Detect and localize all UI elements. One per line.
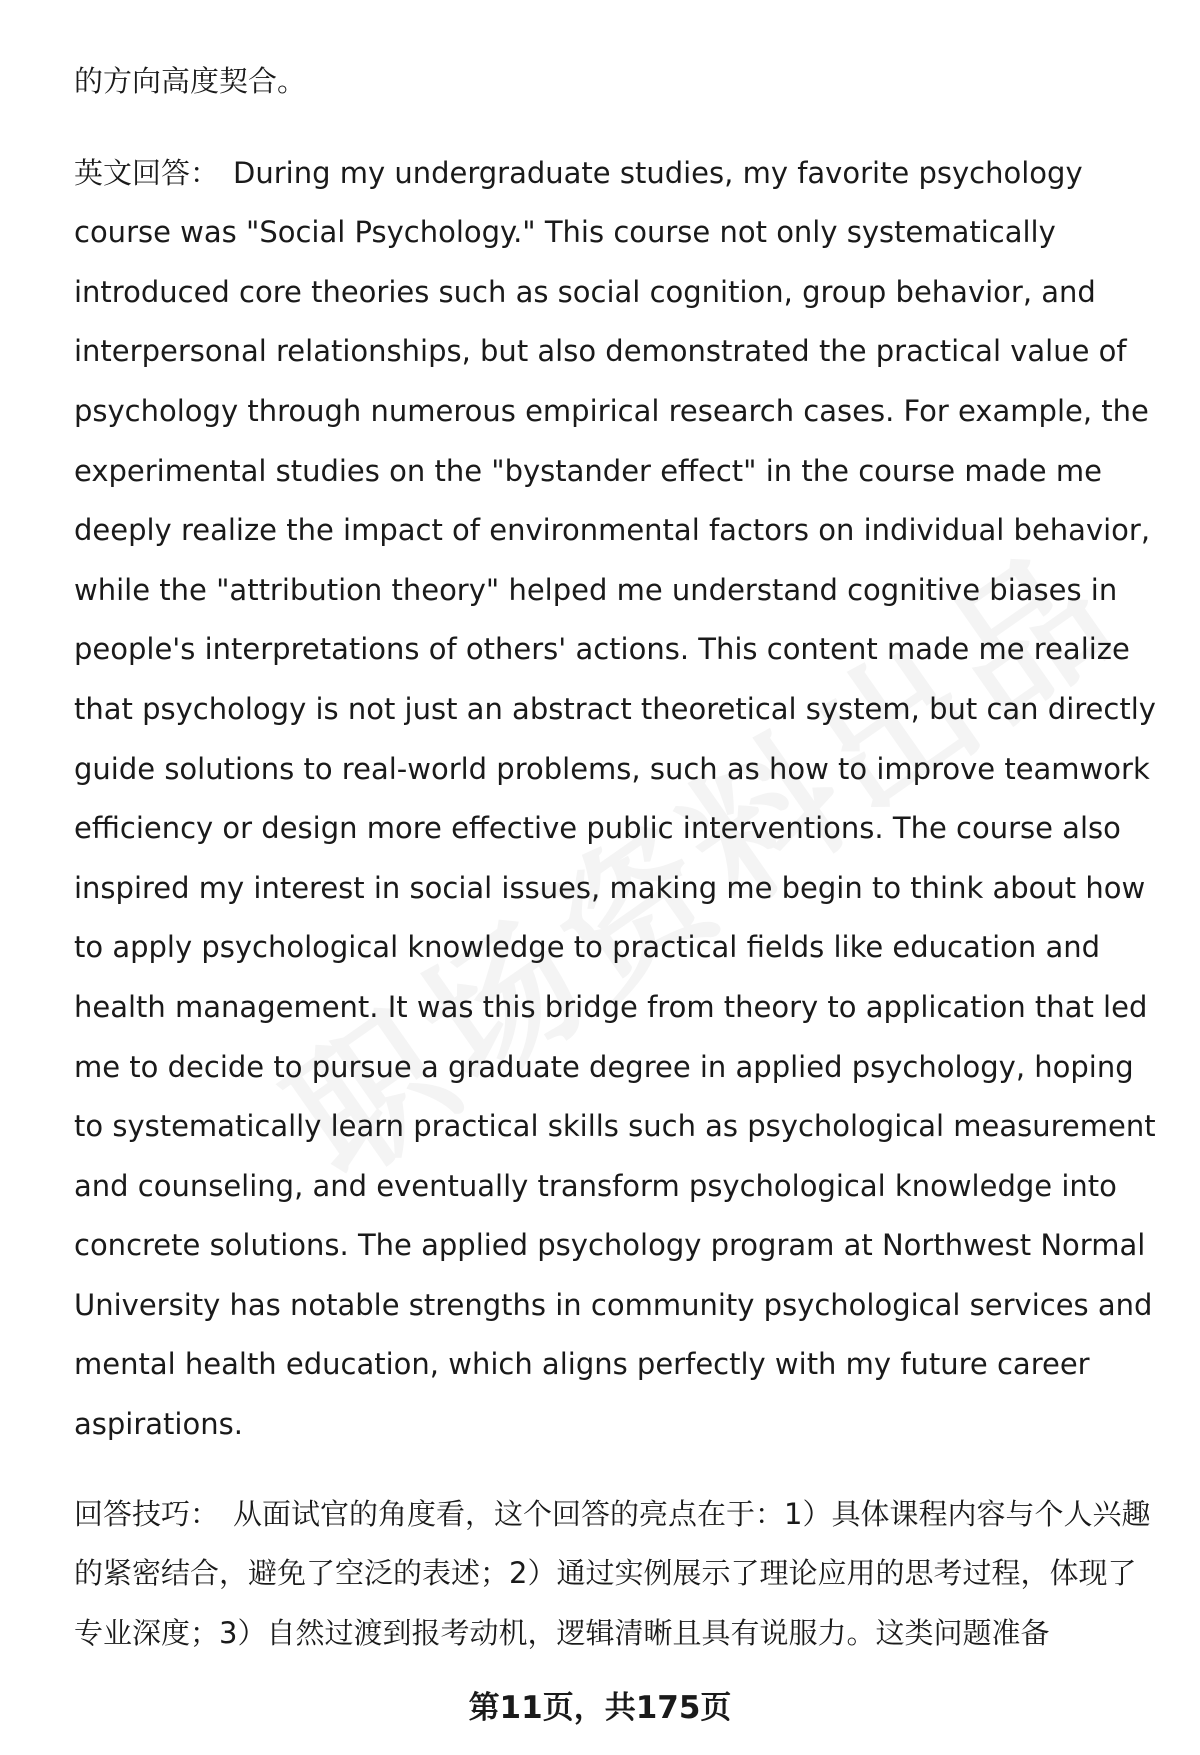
english-answer-label: 英文回答：	[74, 155, 220, 190]
english-answer-paragraph	[74, 144, 1164, 1455]
answer-tips-text: 从面试官的角度看，这个回答的亮点在于：1）具体课程内容与个人兴趣的紧密结合，避免了空泛的表述；2）通过实例展示了理论应用的思考过程，体现了专业深度；3）自然过渡到报考动机，逻辑清晰且具有说服力。这类问题准备	[74, 1496, 1151, 1650]
continuation-line: 的方向高度契合。	[74, 64, 307, 98]
document-body	[74, 52, 1164, 1663]
answer-tips-paragraph	[74, 1485, 1164, 1664]
page-number: 第11页，共175页	[468, 1690, 732, 1726]
answer-tips-label: 回答技巧：	[74, 1496, 220, 1531]
english-answer-text: During my undergraduate studies, my favorite psychology course was "Social Psychology." This course not only systematically introduced core theories such as social cognition, group behavior, and interpersonal relationships, but also demonstrated the practical value of psychology through numerous empirical research cases. For example, the experimental studies on the "bystander effect" in the course made me deeply realize the impact of environmental factors on individual behavior, while the "attribution theory" helped me understand cognitive biases in people's interpretations of others' actions. This content made me realize that psychology is not just an abstract theoretical system, but can directly guide solutions to real-world problems, such as how to improve teamwork efficiency or design more effective public interventions. The course also inspired my interest in social issues, making me begin to think about how to apply psychological knowledge to practical fields like education and health management. It was this bridge from theory to application that led me to decide to pursue a graduate degree in applied psychology, hoping to systematically learn practical skills such as psychological measurement and counseling, and eventually transform psychological knowledge into concrete solutions. The applied psychology program at Northwest Normal University has notable strengths in community psychological services and mental health education, which aligns perfectly with my future career aspirations.	[74, 155, 1156, 1442]
